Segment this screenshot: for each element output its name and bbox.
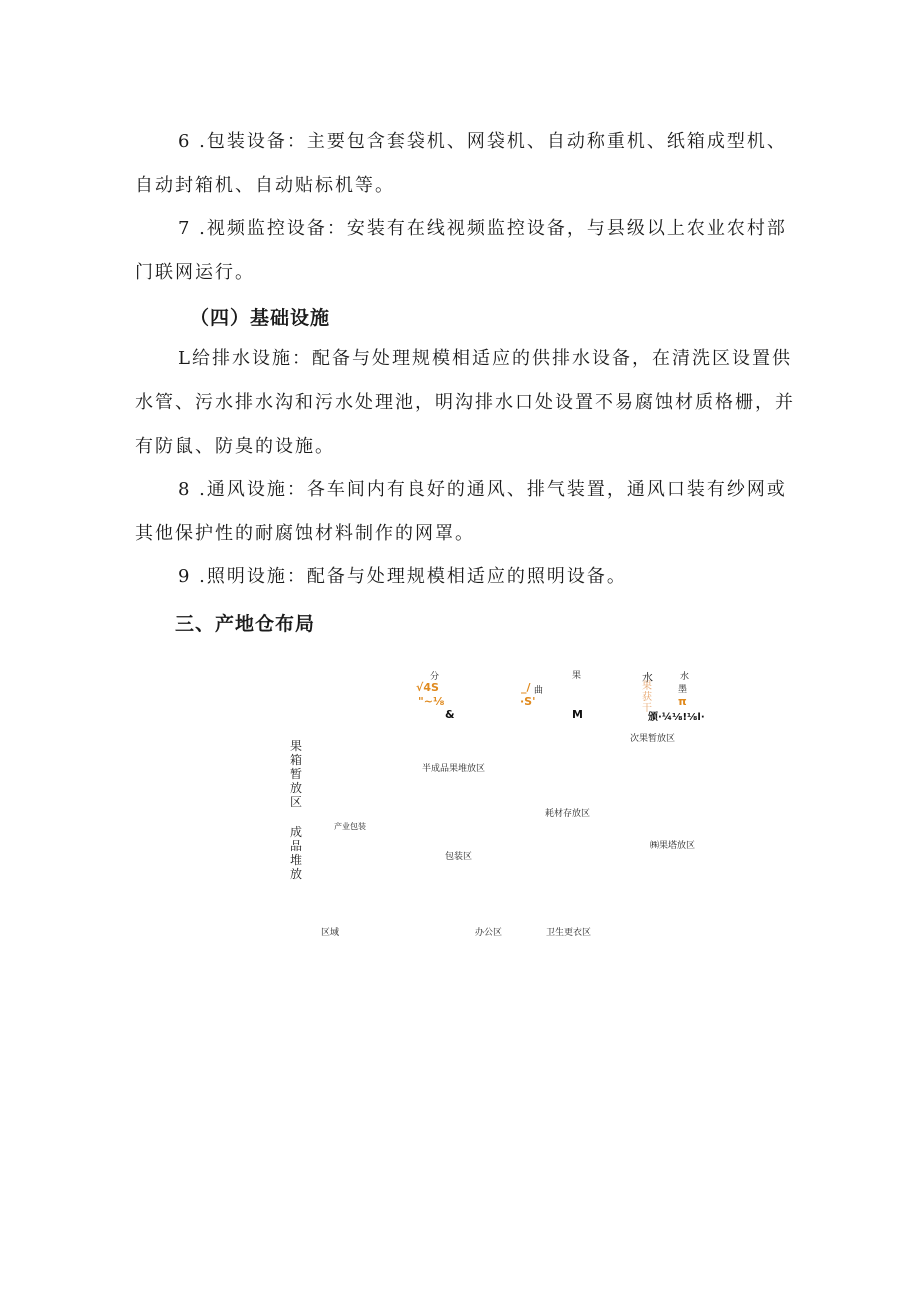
diagram-symbol: ·S' <box>520 695 536 708</box>
paragraph-video-monitoring: 7 .视频监控设备：安装有在线视频监控设备，与县级以上农业农村部门联网运行。 <box>135 218 787 283</box>
diagram-symbol: 颁·¼⅛!⅛l· <box>648 712 705 723</box>
diagram-small-label: 水 <box>642 671 653 684</box>
label-area: 区域 <box>321 928 340 938</box>
diagram-symbol: & <box>445 708 455 721</box>
diagram-symbol-suffix: 曲 <box>534 686 544 696</box>
label-box-temp-area: 果箱暂放区 <box>290 739 303 809</box>
label-office-area: 办公区 <box>475 928 503 938</box>
label-consumables-area: 耗材存放区 <box>545 809 591 819</box>
paragraph-water-supply: L给排水设施：配备与处理规模相适应的供排水设备，在清洗区设置供水管、污水排水沟和污水处理池，明沟排水口处设置不易腐蚀材质格栅，并有防鼠、防臭的设施。 <box>135 348 795 457</box>
paragraph-lighting: 9 .照明设施：配备与处理规模相适应的照明设备。 <box>178 566 627 587</box>
diagram-small-label: 果 <box>572 671 582 681</box>
warehouse-layout-diagram <box>270 655 750 955</box>
paragraph-ventilation: 8 .通风设施：各车间内有良好的通风、排气装置，通风口装有纱网或其他保护性的耐腐蚀材料制作的网罩。 <box>135 479 787 544</box>
diagram-vertical-symbol: 果获干 <box>642 681 652 714</box>
diagram-small-label: 分 <box>430 672 440 682</box>
label-semi-finished-area: 半成品果堆放区 <box>422 764 486 774</box>
label-secondary-fruit-area: 次果暂放区 <box>630 734 676 744</box>
diagram-small-label: 水 <box>680 672 690 682</box>
diagram-symbol: M <box>572 708 583 721</box>
diagram-symbol: 墨 <box>678 685 688 695</box>
label-finished-stack-area: 成品堆放 <box>290 825 303 881</box>
diagram-symbol: π <box>678 695 687 708</box>
label-packing-area: 包装区 <box>445 852 473 862</box>
heading-warehouse-layout: 三、产地仓布局 <box>175 613 316 635</box>
paragraph-packing-equipment: 6 .包装设备：主要包含套袋机、网袋机、自动称重机、纸箱成型机、自动封箱机、自动贴标机等。 <box>135 131 787 196</box>
diagram-symbol: _/ <box>521 681 531 694</box>
heading-infrastructure: （四）基础设施 <box>190 307 331 329</box>
label-changing-area: 卫生更衣区 <box>546 928 592 938</box>
diagram-symbol: "~⅛ <box>418 695 445 708</box>
diagram-symbol: √4S <box>416 681 439 694</box>
label-industry-packing: 产业包装 <box>334 822 366 831</box>
label-fruit-basket-area: ㈱果塔放区 <box>650 841 696 851</box>
